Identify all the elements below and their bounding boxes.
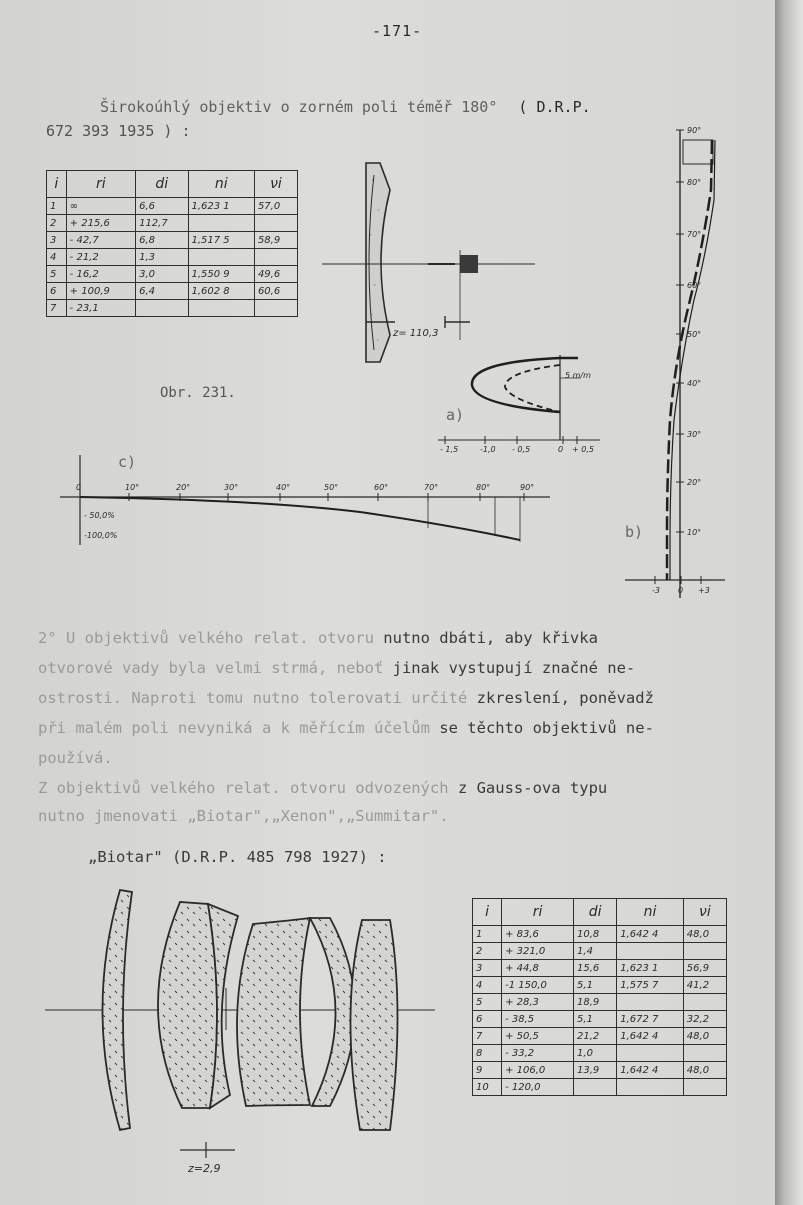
text-line <box>38 743 654 773</box>
table-cell <box>683 943 726 960</box>
text-faint: Z objektivů velkého relat. otvoru odvozených <box>38 779 458 797</box>
lens-element-6 <box>350 920 397 1130</box>
intro-ref: ( D.R.P. <box>518 98 591 116</box>
text-dark: nutno dbáti, aby křivka <box>383 629 598 647</box>
table-cell: 1,642 4 <box>617 926 684 943</box>
graph-c-tick-label: 10° <box>125 483 140 492</box>
graph-c-vignetting <box>60 453 550 545</box>
graph-c-ytick-label: - 50,0% <box>84 511 115 520</box>
graph-b-distortion-curve <box>625 126 725 598</box>
table-cell: 1,642 4 <box>617 1062 684 1079</box>
svg-text:´: ´ <box>376 209 380 217</box>
graph-b-tick-label: 20° <box>687 478 702 487</box>
graph-b-tick-label: 50° <box>687 330 702 339</box>
table-header-cell: ni <box>617 899 684 926</box>
table-cell: + 106,0 <box>502 1062 574 1079</box>
graph-b-xtick-label: 0 <box>678 586 684 595</box>
table-cell: 7 <box>47 300 67 317</box>
table-cell: - 23,1 <box>66 300 135 317</box>
graph-b-tick-label: 60° <box>687 281 702 290</box>
graph-c-tick-label: 70° <box>424 483 439 492</box>
table-cell: -1 150,0 <box>502 977 574 994</box>
graph-b-tick-label: 80° <box>687 178 702 187</box>
table-cell <box>683 1079 726 1096</box>
table-cell <box>617 994 684 1011</box>
table-cell: - 21,2 <box>66 249 135 266</box>
table-row <box>473 1011 727 1028</box>
text-dark: z Gauss-ova typu <box>457 779 608 797</box>
text-faint: otvorové vady byla velmi strmá, neboť <box>38 659 393 677</box>
graph-c-tick-label: 60° <box>374 483 389 492</box>
graph-c-tick-label: 80° <box>476 483 491 492</box>
text-dark: se těchto objektivů ne- <box>439 719 654 737</box>
graph-c-tick-label: 0 <box>76 483 82 492</box>
table-cell: 5,1 <box>574 1011 617 1028</box>
table-row <box>473 1045 727 1062</box>
graph-a-tick-label: - 0,5 <box>512 445 531 454</box>
table-header-cell: i <box>473 899 502 926</box>
table-cell: 112,7 <box>136 215 188 232</box>
rear-lens-group <box>460 255 478 273</box>
table-header-cell: ri <box>66 171 135 198</box>
table-cell: 1,0 <box>574 1045 617 1062</box>
table-cell: + 44,8 <box>502 960 574 977</box>
paragraph-aberration <box>38 623 654 773</box>
table-cell <box>617 1079 684 1096</box>
text-dark: zkreslení, poněvadž <box>476 689 654 707</box>
text-faint: při malém poli nevyniká a k měřícím účelům <box>38 719 440 737</box>
intro-line-2: 672 393 1935 ) : <box>46 122 191 140</box>
table-cell: 1,3 <box>136 249 188 266</box>
lens-element-2 <box>158 902 217 1108</box>
biotar-lens-diagram <box>40 880 440 1185</box>
table-cell: 1,575 7 <box>617 977 684 994</box>
table-cell: 6,8 <box>136 232 188 249</box>
text-dark: jinak vystupují značné ne- <box>392 659 636 677</box>
table-cell: + 215,6 <box>66 215 135 232</box>
table-cell <box>574 1079 617 1096</box>
table-cell <box>617 943 684 960</box>
wide-angle-lens-diagram <box>322 163 535 362</box>
page-edge <box>775 0 803 1205</box>
table-row <box>473 960 727 977</box>
graph-c-label: c) <box>118 453 137 471</box>
table-cell: 49,6 <box>254 266 297 283</box>
graph-b-tick-label: 40° <box>687 379 702 388</box>
table-cell: 57,0 <box>254 198 297 215</box>
table-cell: - 38,5 <box>502 1011 574 1028</box>
table-cell: 3,0 <box>136 266 188 283</box>
table-cell: 1,672 7 <box>617 1011 684 1028</box>
graph-c-tick-label: 50° <box>324 483 339 492</box>
table-cell: 6 <box>47 283 67 300</box>
table-cell: ∞ <box>66 198 135 215</box>
table-cell: 18,9 <box>574 994 617 1011</box>
graph-c-tick-label: 90° <box>520 483 535 492</box>
table-cell: + 83,6 <box>502 926 574 943</box>
table-cell: 5 <box>47 266 67 283</box>
table-cell: 3 <box>47 232 67 249</box>
z-distance-label: z= 110,3 <box>393 328 439 339</box>
table-cell: 6,6 <box>136 198 188 215</box>
graph-c-tick-label: 30° <box>224 483 239 492</box>
graph-b-xtick-label: +3 <box>698 586 710 595</box>
graph-b-tick-label: 70° <box>687 230 702 239</box>
table-cell: 21,2 <box>574 1028 617 1045</box>
graph-a-label: a) <box>446 406 465 424</box>
table-cell: 1 <box>47 198 67 215</box>
table-header-cell: νi <box>683 899 726 926</box>
graph-b-tick-label: 10° <box>687 528 702 537</box>
graph-b-xtick-label: -3 <box>652 586 660 595</box>
graph-b-tick-label: 30° <box>687 430 702 439</box>
table-header-cell: di <box>574 899 617 926</box>
page-number: -171- <box>372 22 423 40</box>
table-cell: 41,2 <box>683 977 726 994</box>
table-cell: 9 <box>473 1062 502 1079</box>
table-row <box>473 926 727 943</box>
table-header-cell: ri <box>502 899 574 926</box>
table-cell: 8 <box>473 1045 502 1062</box>
table-cell <box>617 1045 684 1062</box>
figure-caption: Obr. 231. <box>160 385 236 401</box>
table-cell: 4 <box>47 249 67 266</box>
text-line <box>38 623 654 653</box>
text-faint: používá. <box>38 749 113 767</box>
table-cell: 2 <box>473 943 502 960</box>
text-line <box>38 683 654 713</box>
figure-231 <box>0 0 775 620</box>
svg-text:´: ´ <box>375 339 379 347</box>
table-header-cell: di <box>136 171 188 198</box>
svg-text:´: ´ <box>372 284 376 292</box>
table-header-cell: νi <box>254 171 297 198</box>
table-cell: 6 <box>473 1011 502 1028</box>
table-cell: 7 <box>473 1028 502 1045</box>
table-cell: 1,517 5 <box>188 232 254 249</box>
table-cell: 13,9 <box>574 1062 617 1079</box>
lens-data-table-2 <box>472 898 727 1096</box>
lens-element-5 <box>310 918 355 1106</box>
table-cell: 5 <box>473 994 502 1011</box>
graph-a-tick-label: - 1,5 <box>440 445 459 454</box>
table-cell: 1 <box>473 926 502 943</box>
graph-c-tick-label: 40° <box>276 483 291 492</box>
table-cell: - 33,2 <box>502 1045 574 1062</box>
text-line <box>38 802 607 830</box>
graph-c-tick-label: 20° <box>176 483 191 492</box>
table-cell: + 50,5 <box>502 1028 574 1045</box>
table-cell: 2 <box>47 215 67 232</box>
graph-a-spherical-aberration <box>438 355 600 454</box>
table-cell <box>683 994 726 1011</box>
table-header-cell: ni <box>188 171 254 198</box>
lens-element-4 <box>237 918 310 1106</box>
text-line <box>38 713 654 743</box>
table-cell: 1,602 8 <box>188 283 254 300</box>
table-cell <box>683 1045 726 1062</box>
table-cell: - 42,7 <box>66 232 135 249</box>
graph-a-tick-label: -1,0 <box>480 445 496 454</box>
graph-b-tick-label: 90° <box>687 126 702 135</box>
table-cell: 1,4 <box>574 943 617 960</box>
table-cell: - 120,0 <box>502 1079 574 1096</box>
svg-text:´: ´ <box>369 314 373 322</box>
table-cell: 10 <box>473 1079 502 1096</box>
text-faint: 2° U objektivů velkého relat. otvoru <box>38 629 384 647</box>
table-cell: 48,0 <box>683 1028 726 1045</box>
table-cell: 56,9 <box>683 960 726 977</box>
text-faint: nutno jmenovati „Biotar",„Xenon",„Summitar". <box>38 807 449 825</box>
table-row <box>473 1028 727 1045</box>
table-cell: 10,8 <box>574 926 617 943</box>
table-cell: - 16,2 <box>66 266 135 283</box>
table-cell: 4 <box>473 977 502 994</box>
table-cell: 1,623 1 <box>188 198 254 215</box>
graph-a-tick-label: 0 <box>558 445 564 454</box>
biotar-heading: „Biotar" (D.R.P. 485 798 1927) : <box>88 848 387 866</box>
table-cell: 1,642 4 <box>617 1028 684 1045</box>
table-cell: 5,1 <box>574 977 617 994</box>
table-cell: 15,6 <box>574 960 617 977</box>
text-line <box>38 653 654 683</box>
svg-text:´: ´ <box>368 234 372 242</box>
svg-text:´: ´ <box>370 179 374 187</box>
table-cell: 48,0 <box>683 1062 726 1079</box>
table-cell: 1,550 9 <box>188 266 254 283</box>
table-header-cell: i <box>47 171 67 198</box>
table-cell: 58,9 <box>254 232 297 249</box>
table-row <box>473 943 727 960</box>
table-cell: 3 <box>473 960 502 977</box>
table-cell: 6,4 <box>136 283 188 300</box>
biotar-z-label: z=2,9 <box>188 1162 221 1175</box>
paragraph-gauss-types <box>38 774 607 830</box>
text-faint: ostrosti. Naproti tomu nutno tolerovati určité <box>38 689 477 707</box>
text-line <box>38 774 607 802</box>
graph-a-tick-label: + 0,5 <box>572 445 594 454</box>
intro-text: Širokoúhlý objektiv o zorném poli téměř 180° <box>100 98 498 116</box>
graph-b-label: b) <box>625 523 644 541</box>
table-cell: 32,2 <box>683 1011 726 1028</box>
table-cell: + 28,3 <box>502 994 574 1011</box>
table-cell: 1,623 1 <box>617 960 684 977</box>
table-row <box>473 1079 727 1096</box>
table-cell: + 100,9 <box>66 283 135 300</box>
table-cell: 48,0 <box>683 926 726 943</box>
graph-a-unit: 5 m/m <box>565 371 591 380</box>
table-row <box>473 1062 727 1079</box>
table-row <box>473 977 727 994</box>
table-cell: 60,6 <box>254 283 297 300</box>
table-cell: + 321,0 <box>502 943 574 960</box>
table-row <box>473 994 727 1011</box>
graph-c-ytick-label: -100,0% <box>84 531 118 540</box>
